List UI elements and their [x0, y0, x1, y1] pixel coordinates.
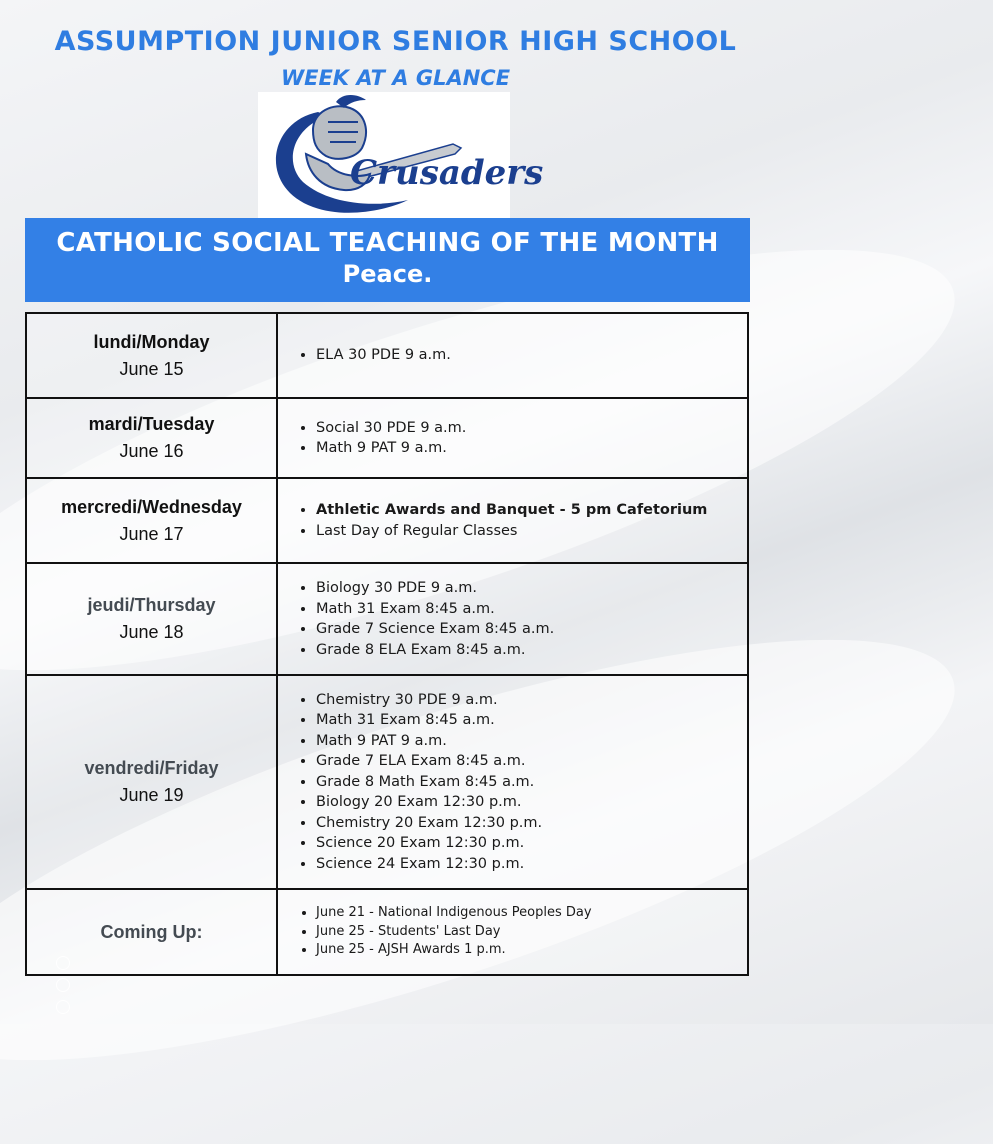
banner-value: Peace.	[342, 260, 433, 288]
list-item: • June 21 - National Indigenous Peoples Day	[316, 904, 747, 923]
globe-icon	[56, 978, 70, 992]
day-cell	[26, 398, 277, 478]
events-cell	[277, 398, 748, 478]
day-name: mardi/Tuesday	[88, 414, 215, 434]
events-cell	[277, 889, 748, 975]
day-cell	[26, 675, 277, 889]
list-item: • Math 31 Exam 8:45 a.m.	[316, 599, 747, 620]
banner-title: CATHOLIC SOCIAL TEACHING OF THE MONTH	[56, 228, 719, 258]
list-item: • Grade 8 ELA Exam 8:45 a.m.	[316, 640, 747, 661]
list-item: • Math 9 PAT 9 a.m.	[316, 731, 747, 752]
day-cell	[26, 313, 277, 398]
list-item: • Chemistry 20 Exam 12:30 p.m.	[316, 813, 747, 834]
events-cell	[277, 563, 748, 675]
day-date: June 15	[119, 358, 184, 379]
day-cell	[26, 478, 277, 563]
crusaders-logo	[258, 92, 544, 218]
school-title: ASSUMPTION JUNIOR SENIOR HIGH SCHOOL	[54, 26, 737, 57]
list-item: • Social 30 PDE 9 a.m.	[316, 418, 747, 439]
list-item: • ELA 30 PDE 9 a.m.	[316, 345, 747, 366]
list-item: • June 25 - Students' Last Day	[316, 923, 747, 942]
list-item: • Grade 7 ELA Exam 8:45 a.m.	[316, 751, 747, 772]
list-item: • Biology 20 Exam 12:30 p.m.	[316, 792, 747, 813]
events-cell	[277, 675, 748, 889]
corner-icons	[56, 956, 72, 1022]
coming-up-label: Coming Up:	[100, 921, 203, 942]
list-item: • Grade 7 Science Exam 8:45 a.m.	[316, 619, 747, 640]
table-row	[26, 398, 748, 478]
teaching-banner	[25, 218, 750, 302]
table-row	[26, 313, 748, 398]
list-item: • Grade 8 Math Exam 8:45 a.m.	[316, 772, 747, 793]
week-schedule-table	[25, 312, 749, 976]
list-item: • June 25 - AJSH Awards 1 p.m.	[316, 941, 747, 960]
week-subtitle: WEEK AT A GLANCE	[280, 66, 511, 90]
logo-text: Crusaders	[350, 153, 544, 193]
table-row	[26, 675, 748, 889]
day-date: June 16	[119, 441, 184, 461]
list-item: • Science 24 Exam 12:30 p.m.	[316, 854, 747, 875]
coming-up-row	[26, 889, 748, 975]
list-item: • Chemistry 30 PDE 9 a.m.	[316, 690, 747, 711]
events-cell	[277, 313, 748, 398]
email-icon	[56, 1000, 70, 1014]
day-date: June 19	[119, 785, 184, 805]
table-row	[26, 563, 748, 675]
day-cell	[26, 563, 277, 675]
list-item: • Last Day of Regular Classes	[316, 521, 747, 542]
table-row	[26, 478, 748, 563]
list-item: • Athletic Awards and Banquet - 5 pm Cafetorium	[316, 500, 747, 521]
day-date: June 18	[119, 622, 184, 642]
list-item: • Math 31 Exam 8:45 a.m.	[316, 710, 747, 731]
list-item: • Science 20 Exam 12:30 p.m.	[316, 833, 747, 854]
events-cell	[277, 478, 748, 563]
list-item: • Biology 30 PDE 9 a.m.	[316, 578, 747, 599]
phone-icon	[56, 956, 70, 970]
day-name: mercredi/Wednesday	[61, 496, 242, 517]
day-name: lundi/Monday	[93, 331, 210, 352]
day-name: vendredi/Friday	[84, 758, 219, 778]
list-item: • Math 9 PAT 9 a.m.	[316, 438, 747, 459]
day-date: June 17	[119, 523, 184, 544]
day-name: jeudi/Thursday	[87, 595, 216, 615]
